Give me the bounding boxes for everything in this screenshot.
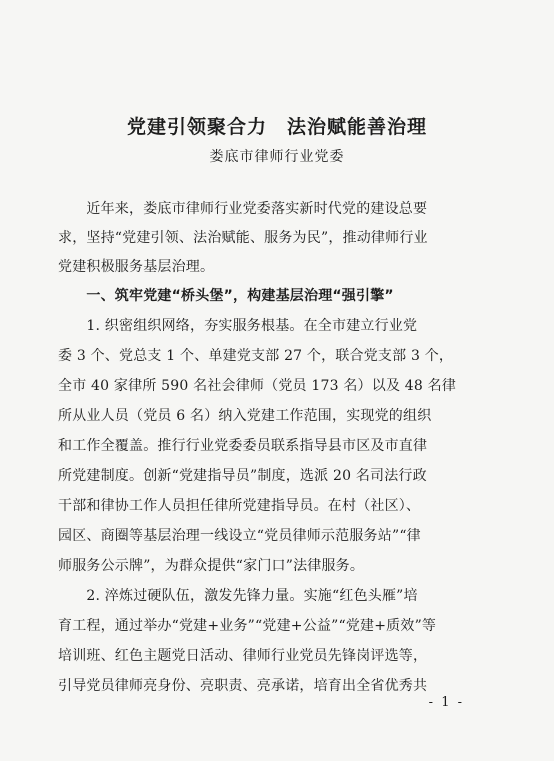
body-line: 育工程，通过举办“党建+业务”“党建+公益”“党建+质效”等	[58, 618, 437, 634]
body-line: 干部和律协工作人员担任律所党建指导员。在村（社区）、	[58, 498, 421, 514]
body-line: 培训班、红色主题党日活动、律师行业党员先锋岗评选等，	[58, 648, 428, 664]
body-line: 近年来，娄底市律师行业党委落实新时代党的建设总要	[58, 201, 428, 217]
body-line: 求，坚持“党建引领、法治赋能、服务为民”，推动律师行业	[58, 230, 428, 246]
body-line: 所党建制度。创新“党建指导员”制度，选派 20 名司法行政	[58, 468, 427, 484]
body-line: 园区、商圈等基层治理一线设立“党员律师示范服务站”“律	[58, 528, 421, 544]
body-line: 党建积极服务基层治理。	[58, 259, 215, 275]
body-line: 引导党员律师亮身份、亮职责、亮承诺，培育出全省优秀共	[58, 678, 428, 694]
body-line: 和工作全覆盖。推行行业党委委员联系指导县市区及市直律	[58, 438, 428, 454]
document-title: 党建引领聚合力 法治赋能善治理	[126, 116, 427, 138]
page-number: - 1 -	[428, 695, 464, 710]
document-subtitle: 娄底市律师行业党委	[209, 149, 345, 165]
body-line: 师服务公示牌”，为群众提供“家门口”法律服务。	[58, 558, 365, 574]
body-line: 全市 40 家律所 590 名社会律师（党员 173 名）以及 48 名律	[58, 378, 457, 394]
body-line: 1. 织密组织网络，夯实服务根基。在全市建立行业党	[58, 318, 418, 334]
body-line: 所从业人员（党员 6 名）纳入党建工作范围，实现党的组织	[58, 408, 432, 424]
body-line: 委 3 个、党总支 1 个、单建党支部 27 个，联合党支部 3 个，	[58, 348, 454, 364]
section-heading: 一、筑牢党建“桥头堡”，构建基层治理“强引擎”	[58, 288, 394, 304]
body-line: 2. 淬炼过硬队伍，激发先锋力量。实施“红色头雁”培	[58, 588, 418, 604]
